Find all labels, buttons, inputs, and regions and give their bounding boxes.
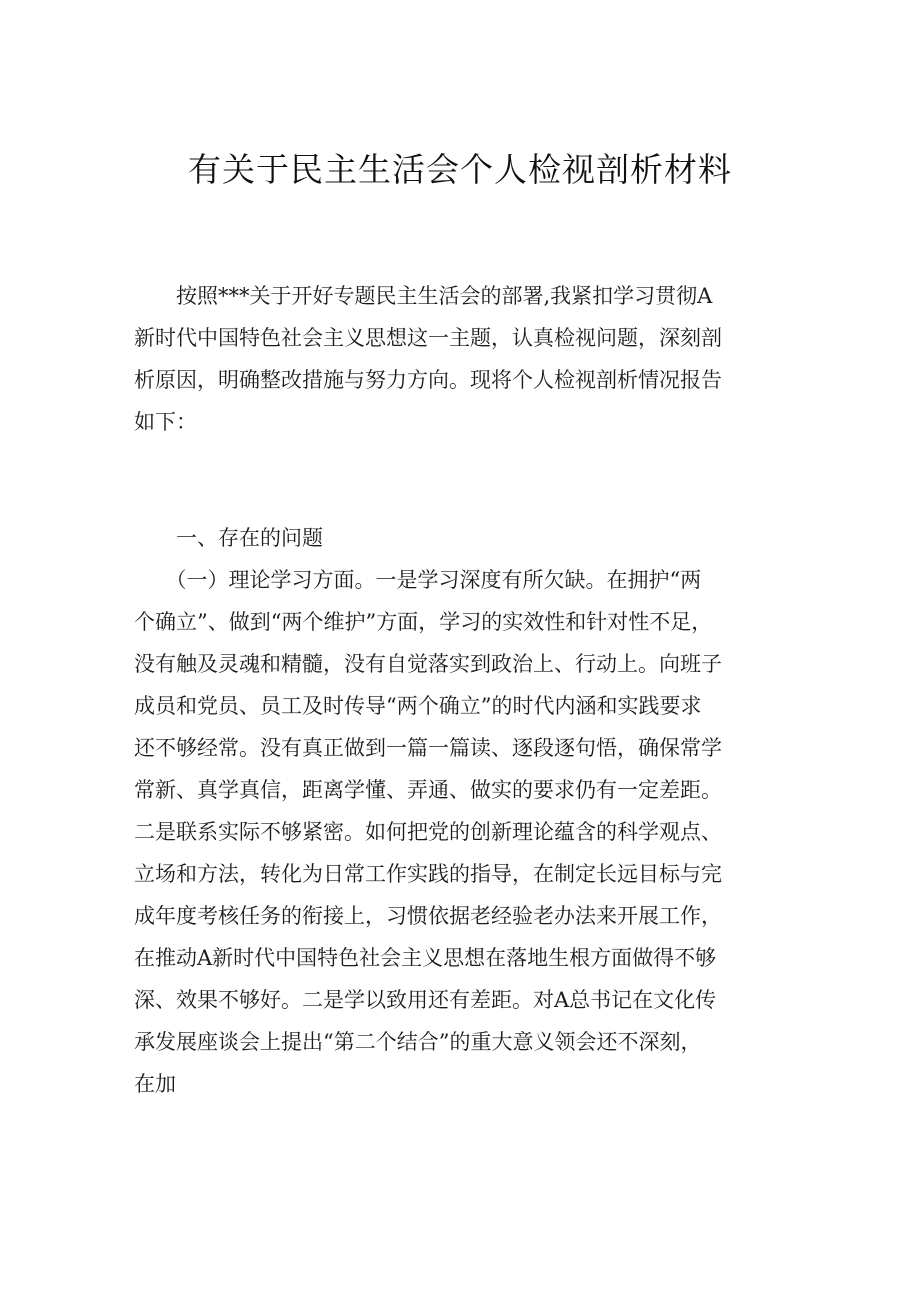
- text-line: 在推动A新时代中国特色社会主义思想在落地生根方面做得不够: [134, 946, 717, 970]
- text-line: 如下：: [134, 410, 197, 434]
- text-line: 没有触及灵魂和精髓，没有自觉落实到政治上、行动上。向班子: [134, 652, 722, 676]
- text-line: 二是联系实际不够紧密。如何把党的创新理论蕴含的科学观点、: [134, 820, 722, 844]
- text-line: （一）理论学习方面。一是学习深度有所欠缺。在拥护“两: [134, 568, 702, 592]
- text-line: 析原因，明确整改措施与努力方向。现将个人检视剖析情况报告: [134, 368, 722, 392]
- document-title: 有关于民主生活会个人检视剖析材料: [188, 150, 732, 189]
- text-line: 承发展座谈会上提出“第二个结合”的重大意义领会还不深刻，: [134, 1030, 702, 1054]
- text-line: 成员和党员、员工及时传导“两个确立”的时代内涵和实践要求: [134, 694, 702, 718]
- text-line: 立场和方法，转化为日常工作实践的指导，在制定长远目标与完: [134, 862, 722, 886]
- section-heading: 一、存在的问题: [134, 526, 323, 550]
- text-line: 按照***关于开好专题民主生活会的部署,我紧扣学习贯彻A: [134, 284, 713, 308]
- text-line: 新时代中国特色社会主义思想这一主题，认真检视问题，深刻剖: [134, 326, 722, 350]
- intro-paragraph: [134, 275, 794, 443]
- text-line: 深、效果不够好。二是学以致用还有差距。对A总书记在文化传: [134, 988, 717, 1012]
- text-line: 在加: [134, 1072, 176, 1096]
- text-line: 常新、真学真信，距离学懂、弄通、做实的要求仍有一定差距。: [134, 778, 722, 802]
- issues-section: [134, 517, 794, 1105]
- text-line: 个确立”、做到“两个维护”方面，学习的实效性和针对性不足，: [134, 610, 713, 634]
- text-line: 成年度考核任务的衔接上，习惯依据老经验老办法来开展工作，: [134, 904, 722, 928]
- text-line: 还不够经常。没有真正做到一篇一篇读、逐段逐句悟，确保常学: [134, 736, 722, 760]
